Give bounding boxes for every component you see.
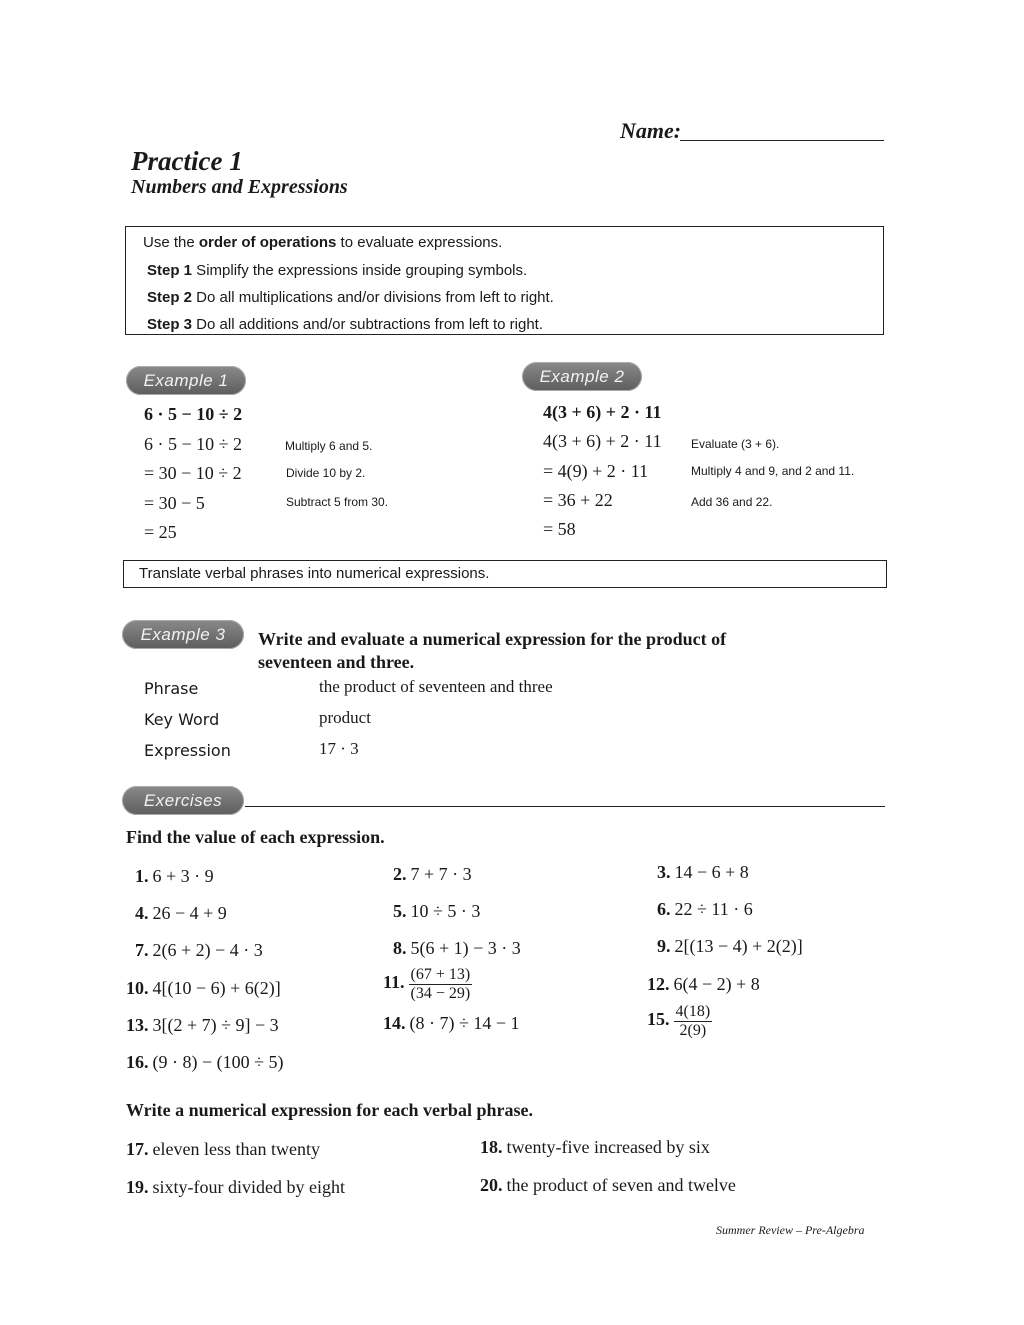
example-3-row-value: 17 · 3	[319, 739, 359, 758]
exercise-item: 14. (8 · 7) ÷ 14 − 1	[383, 1013, 520, 1033]
translate-box-text: Translate verbal phrases into numerical expressions.	[139, 565, 490, 582]
exercises-heading-1: Find the value of each expression.	[126, 827, 385, 847]
example-3-row-value: product	[319, 708, 371, 727]
exercise-item: 4. 26 − 4 + 9	[135, 903, 227, 923]
exercise-item: 15. $\frac{4(18)}{2(9)}$	[647, 1003, 711, 1039]
exercise-item: 8. 5(6 + 1) − 3 · 3	[393, 938, 521, 958]
example-2-note: Add 36 and 22.	[691, 495, 773, 509]
exercise-item: 9. 2[(13 − 4) + 2(2)]	[657, 936, 803, 956]
exercise-item: 16. (9 · 8) − (100 ÷ 5)	[126, 1052, 284, 1072]
example-3-question-line-1: Write and evaluate a numerical expression for the product of	[258, 629, 727, 649]
phrase-item: 17. eleven less than twenty	[126, 1139, 320, 1159]
rule-intro: Use the order of operations to evaluate expressions.	[143, 234, 503, 251]
example-2-note: Multiply 4 and 9, and 2 and 11.	[691, 464, 855, 478]
example-1-badge: Example 1	[126, 366, 246, 395]
phrase-item: 20. the product of seven and twelve	[480, 1175, 736, 1195]
example-1-note: Divide 10 by 2.	[286, 466, 366, 480]
page-title: Practice 1	[131, 146, 243, 176]
page-footer: Summer Review – Pre-Algebra	[716, 1223, 865, 1237]
example-3-question-line-2: seventeen and three.	[258, 652, 415, 672]
exercise-item: 1. 6 + 3 · 9	[135, 866, 214, 886]
exercise-item: 12. 6(4 − 2) + 8	[647, 974, 760, 994]
phrase-item: 19. sixty-four divided by eight	[126, 1177, 345, 1197]
exercise-item: 3. 14 − 6 + 8	[657, 862, 749, 882]
phrase-item: 18. twenty-five increased by six	[480, 1137, 710, 1157]
exercise-item: 6. 22 ÷ 11 · 6	[657, 899, 753, 919]
example-2-step: = 4(9) + 2 · 11	[543, 461, 649, 481]
exercises-divider	[245, 806, 885, 807]
exercises-heading-2: Write a numerical expression for each verbal phrase.	[126, 1100, 533, 1120]
exercise-item: 5. 10 ÷ 5 · 3	[393, 901, 481, 921]
example-1-step: = 30 − 5	[144, 493, 205, 513]
exercise-item: 13. 3[(2 + 7) ÷ 9] − 3	[126, 1015, 279, 1035]
exercises-badge: Exercises	[122, 786, 244, 815]
exercise-item: 7. 2(6 + 2) − 4 · 3	[135, 940, 263, 960]
example-2-step: = 36 + 22	[543, 490, 613, 510]
name-blank-line[interactable]	[680, 140, 884, 141]
name-label: Name:	[620, 118, 682, 143]
rule-intro-bold: order of operations	[198, 234, 337, 251]
page-subtitle: Numbers and Expressions	[131, 176, 348, 198]
example-2-note: Evaluate (3 + 6).	[691, 437, 780, 451]
rule-step-1: Step 1 Simplify the expressions inside grouping symbols.	[147, 262, 528, 279]
example-2-problem: 4(3 + 6) + 2 · 11	[543, 402, 662, 422]
example-1-step: = 25	[144, 522, 177, 542]
exercise-item: 2. 7 + 7 · 3	[393, 864, 472, 884]
example-3-row-value: the product of seventeen and three	[319, 677, 553, 696]
exercise-item: 10. 4[(10 − 6) + 6(2)]	[126, 978, 281, 998]
rule-step-2: Step 2 Do all multiplications and/or divisions from left to right.	[147, 289, 554, 306]
example-3-row-label: Phrase	[144, 679, 199, 698]
fraction: $\frac{(67 + 13)}{(34 - 29)}$	[410, 966, 471, 1002]
example-1-note: Subtract 5 from 30.	[286, 495, 389, 509]
exercise-item: 11. $\frac{(67 + 13)}{(34 - 29)}$	[383, 966, 471, 1002]
example-3-row-label: Key Word	[144, 710, 220, 729]
example-1-step: = 30 − 10 ÷ 2	[144, 463, 242, 483]
example-3-badge: Example 3	[122, 620, 244, 649]
example-2-step: = 58	[543, 519, 576, 539]
fraction: $\frac{4(18)}{2(9)}$	[675, 1003, 711, 1039]
example-1-note: Multiply 6 and 5.	[285, 439, 373, 453]
example-1-problem: 6 · 5 − 10 ÷ 2	[144, 404, 243, 424]
example-2-badge: Example 2	[522, 362, 642, 391]
example-1-step: 6 · 5 − 10 ÷ 2	[144, 434, 243, 454]
example-3-row-label: Expression	[144, 741, 231, 760]
example-2-step: 4(3 + 6) + 2 · 11	[543, 431, 662, 451]
rule-step-3: Step 3 Do all additions and/or subtractions from left to right.	[147, 316, 544, 333]
